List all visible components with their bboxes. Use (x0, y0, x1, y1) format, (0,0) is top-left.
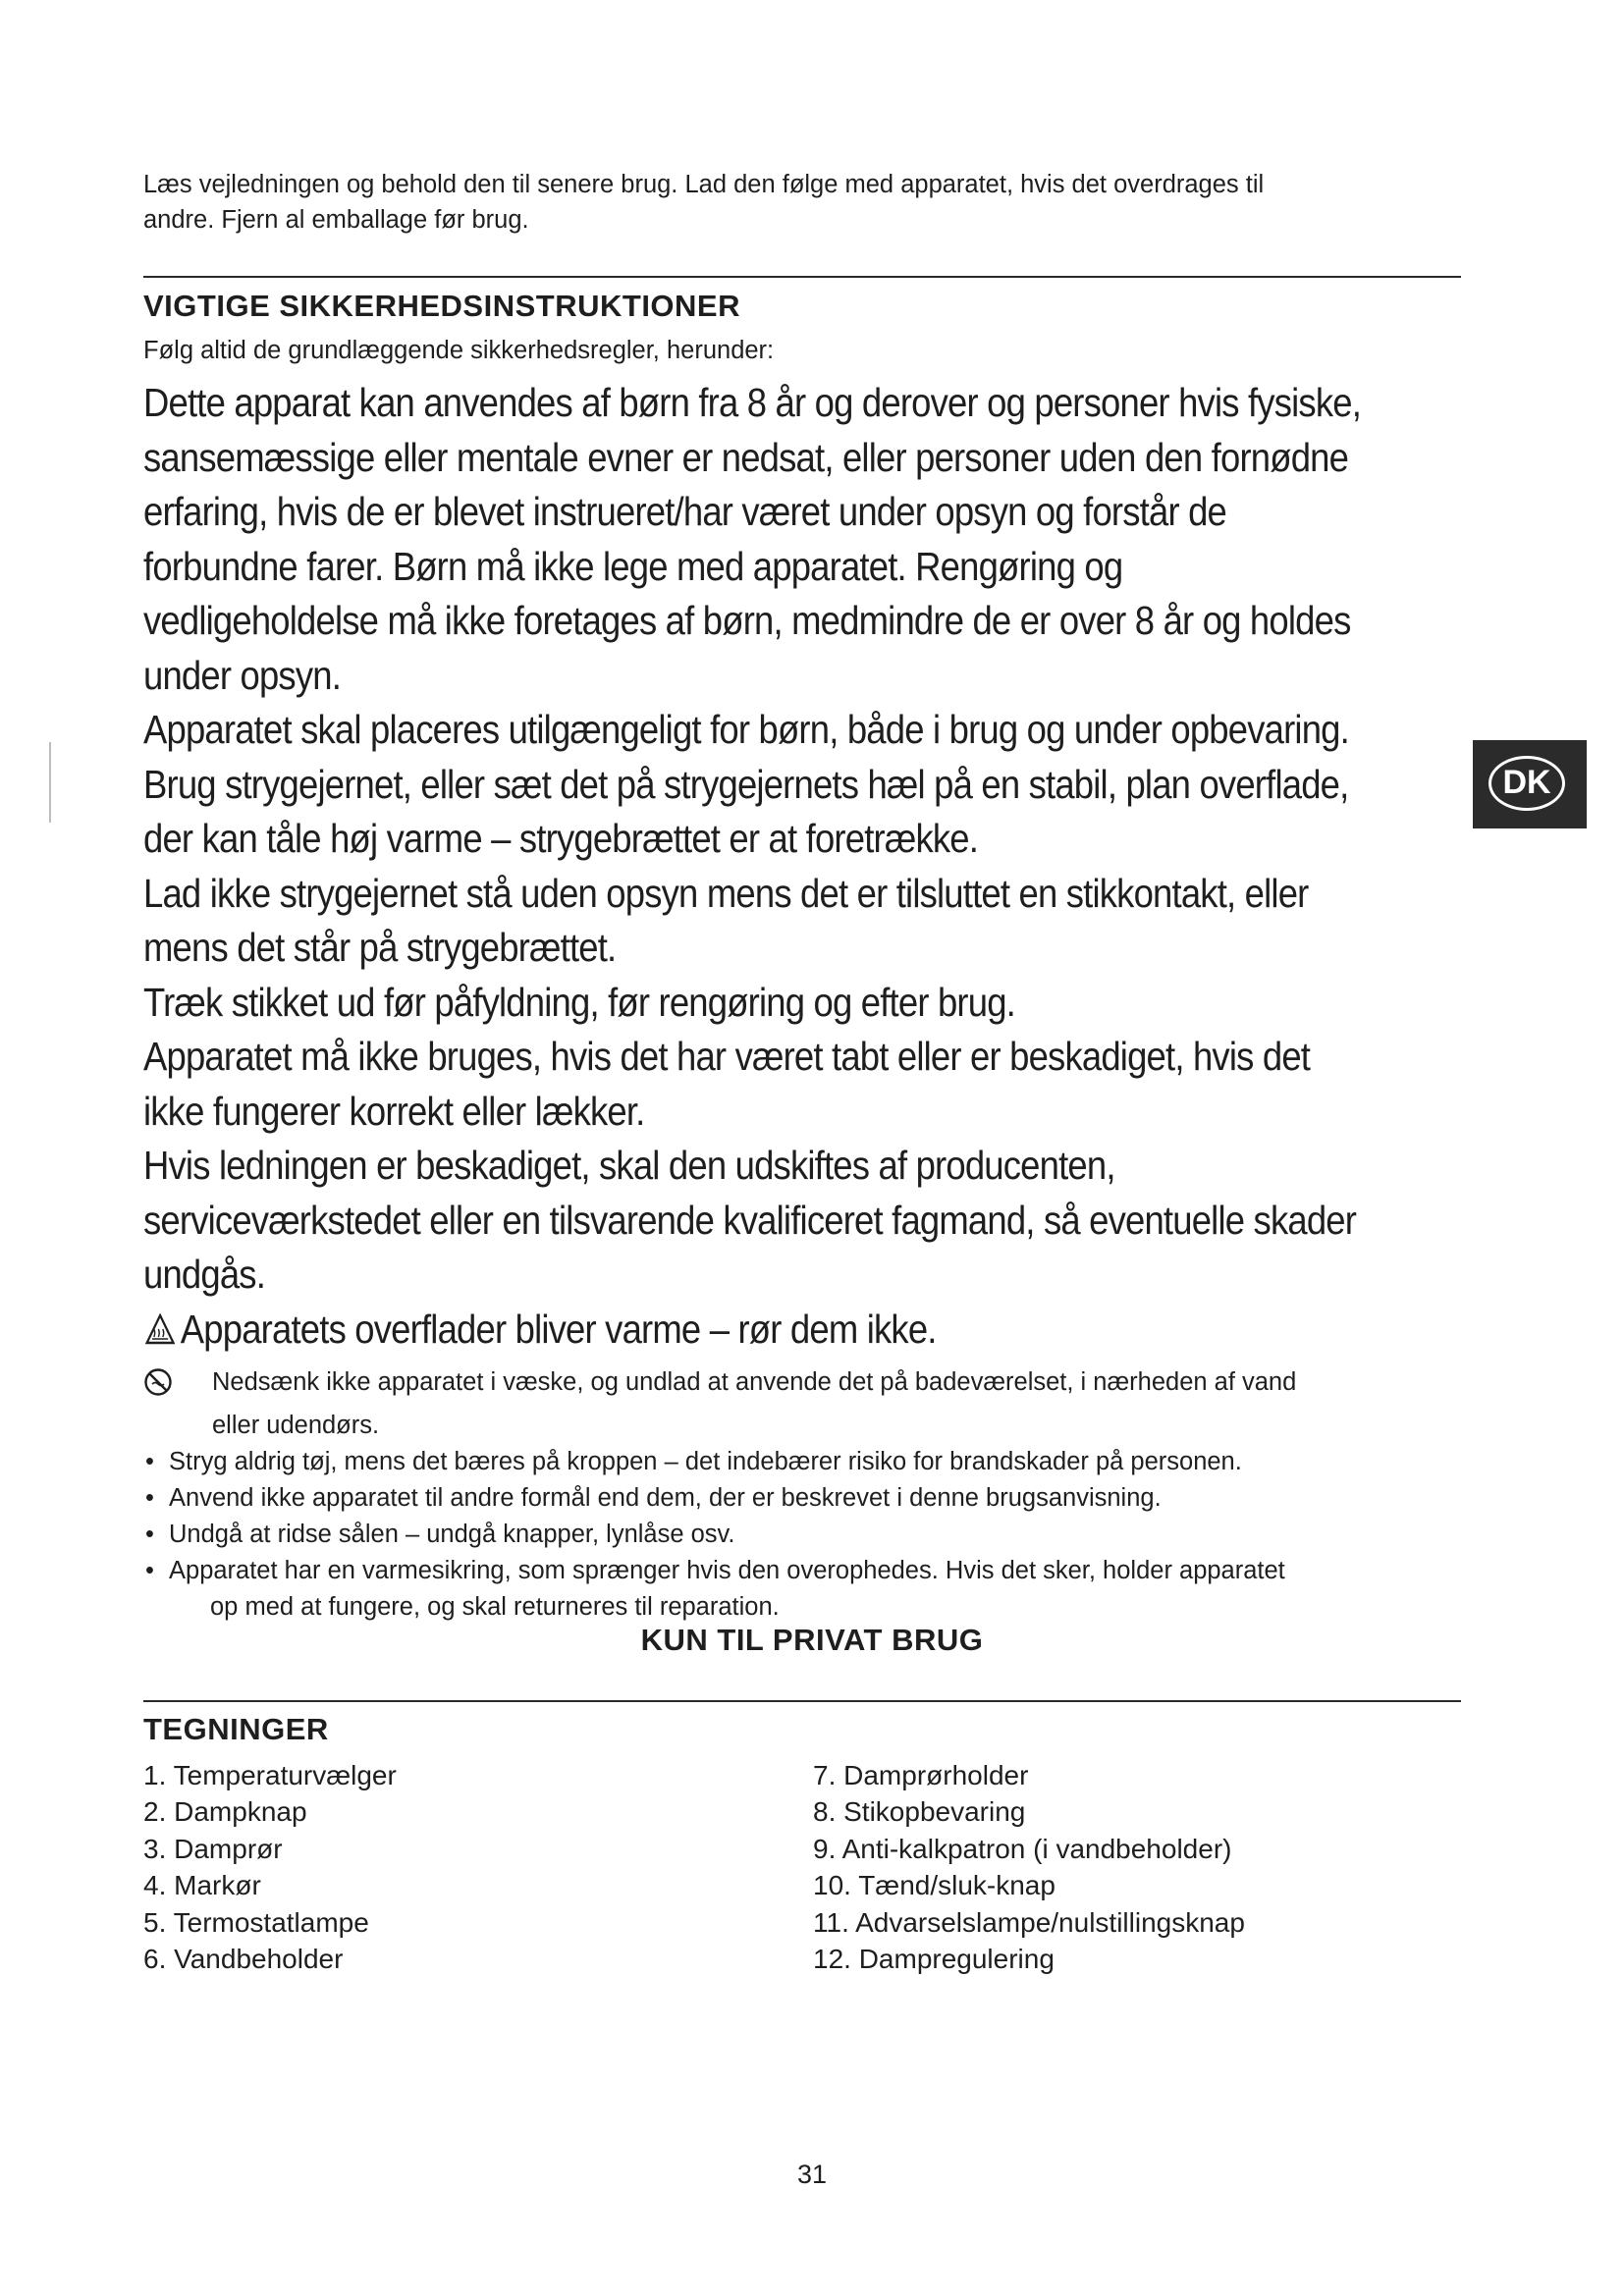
drawings-list-right (813, 1757, 1245, 1977)
large-line: Apparatet må ikke bruges, hvis det har været tabt eller er beskadiget, hvis det (143, 1034, 1311, 1079)
parts-list-item: 12. Dampregulering (813, 1944, 1055, 1975)
large-line: undgås. (143, 1252, 266, 1297)
large-line: sansemæssige eller mentale evner er nedsat, eller personer uden den fornødne (143, 434, 1349, 480)
parts-list-item: 6. Vandbeholder (143, 1944, 344, 1975)
safety-subheading: Følg altid de grundlæggende sikkerhedsregler, herunder: (143, 337, 775, 364)
bullet-text: Anvend ikke apparatet til andre formål end dem, der er beskrevet i denne brugsanvisning. (169, 1484, 1162, 1512)
bullet-mark: • (145, 1448, 154, 1475)
drawings-list-left (143, 1757, 397, 1977)
hot-surface-warning (143, 1303, 1495, 1358)
large-line: Lad ikke strygejernet stå uden opsyn mens det er tilsluttet en stikkontakt, eller (143, 870, 1309, 916)
intro-text (143, 167, 1459, 238)
safety-small-text (143, 1364, 1459, 1626)
bullet-mark: • (145, 1484, 154, 1512)
immerse-warning (143, 1364, 1459, 1408)
parts-list-item: 3. Damprør (143, 1833, 283, 1864)
parts-list-item: 8. Stikopbevaring (813, 1796, 1026, 1828)
immerse-warning-text-cont: eller udendørs. (212, 1412, 380, 1439)
divider-bottom (143, 1700, 1461, 1702)
bullet-item (143, 1553, 1459, 1589)
parts-list-item: 2. Dampknap (143, 1796, 307, 1828)
page-number: 31 (796, 2160, 828, 2189)
large-line: der kan tåle høj varme – strygebrættet er at foretrække. (143, 816, 979, 861)
divider-top (143, 276, 1461, 278)
private-use-heading: KUN TIL PRIVAT BRUG (640, 1623, 984, 1657)
bullet-item (143, 1517, 1459, 1553)
safety-large-text (143, 376, 1495, 1357)
parts-list-item: 10. Tænd/sluk-knap (813, 1870, 1056, 1901)
bullet-text: Apparatet har en varmesikring, som sprænger hvis den overophedes. Hvis det sker, holder apparatet (169, 1557, 1285, 1584)
bullet-item (143, 1480, 1459, 1517)
intro-line-2: andre. Fjern al emballage før brug. (143, 206, 529, 234)
immerse-warning-text: Nedsænk ikke apparatet i væske, og undlad at anvende det på badeværelset, i nærheden af vand (212, 1368, 1297, 1396)
parts-list-item: 5. Termostatlampe (143, 1906, 369, 1938)
intro-line-1: Læs vejledningen og behold den til senere brug. Lad den følge med apparatet, hvis det overdrages til (143, 171, 1265, 198)
bullet-text: Undgå at ridse sålen – undgå knapper, lynlåse osv. (169, 1521, 735, 1548)
drawings-heading: TEGNINGER (143, 1712, 329, 1746)
large-line: erfaring, hvis de er blevet instrueret/har været under opsyn og forstår de (143, 489, 1227, 534)
parts-list-item: 1. Temperaturvælger (143, 1760, 397, 1790)
bullet-mark: • (145, 1521, 154, 1548)
large-line: Dette apparat kan anvendes af børn fra 8 år og derover og personer hvis fysiske, (143, 380, 1362, 425)
large-line: Apparatet skal placeres utilgængeligt for børn, både i brug og under opbevaring. (143, 707, 1349, 752)
large-line: ikke fungerer korrekt eller lækker. (143, 1088, 645, 1134)
large-line: mens det står på strygebrættet. (143, 925, 617, 970)
language-tab (1473, 740, 1587, 828)
hot-surface-warning-text: Apparatets overflader bliver varme – rør dem ikke. (180, 1306, 937, 1352)
hot-surface-warning-icon (145, 1313, 176, 1345)
large-line: vedligeholdelse må ikke foretages af børn, medmindre de er over 8 år og holdes (143, 598, 1351, 643)
no-water-icon (143, 1367, 173, 1397)
parts-list-item: 7. Damprørholder (813, 1760, 1029, 1790)
parts-list-item: 9. Anti-kalkpatron (i vandbeholder) (813, 1833, 1232, 1864)
bullet-text: Stryg aldrig tøj, mens det bæres på kroppen – det indebærer risiko for brandskader på personen. (169, 1448, 1242, 1475)
large-line: Træk stikket ud før påfyldning, før rengøring og efter brug. (143, 979, 1016, 1025)
large-line: Brug strygejernet, eller sæt det på strygejernets hæl på en stabil, plan overflade, (143, 761, 1349, 807)
language-tab-label: DK (1489, 756, 1565, 811)
safety-heading: VIGTIGE SIKKERHEDSINSTRUKTIONER (143, 289, 740, 323)
bullet-mark: • (145, 1557, 154, 1584)
parts-list-item: 11. Advarselslampe/nulstillingsknap (813, 1906, 1245, 1938)
large-line: Hvis ledningen er beskadiget, skal den udskiftes af producenten, (143, 1143, 1115, 1188)
large-line: forbundne farer. Børn må ikke lege med apparatet. Rengøring og (143, 543, 1123, 589)
large-line: serviceværkstedet eller en tilsvarende kvalificeret fagmand, så eventuelle skader (143, 1197, 1357, 1243)
large-line: under opsyn. (143, 652, 342, 698)
margin-mark (49, 742, 51, 823)
bullet-item (143, 1444, 1459, 1480)
parts-list-item: 4. Markør (143, 1870, 261, 1901)
bullet-continuation: op med at fungere, og skal returneres til reparation. (210, 1593, 780, 1621)
